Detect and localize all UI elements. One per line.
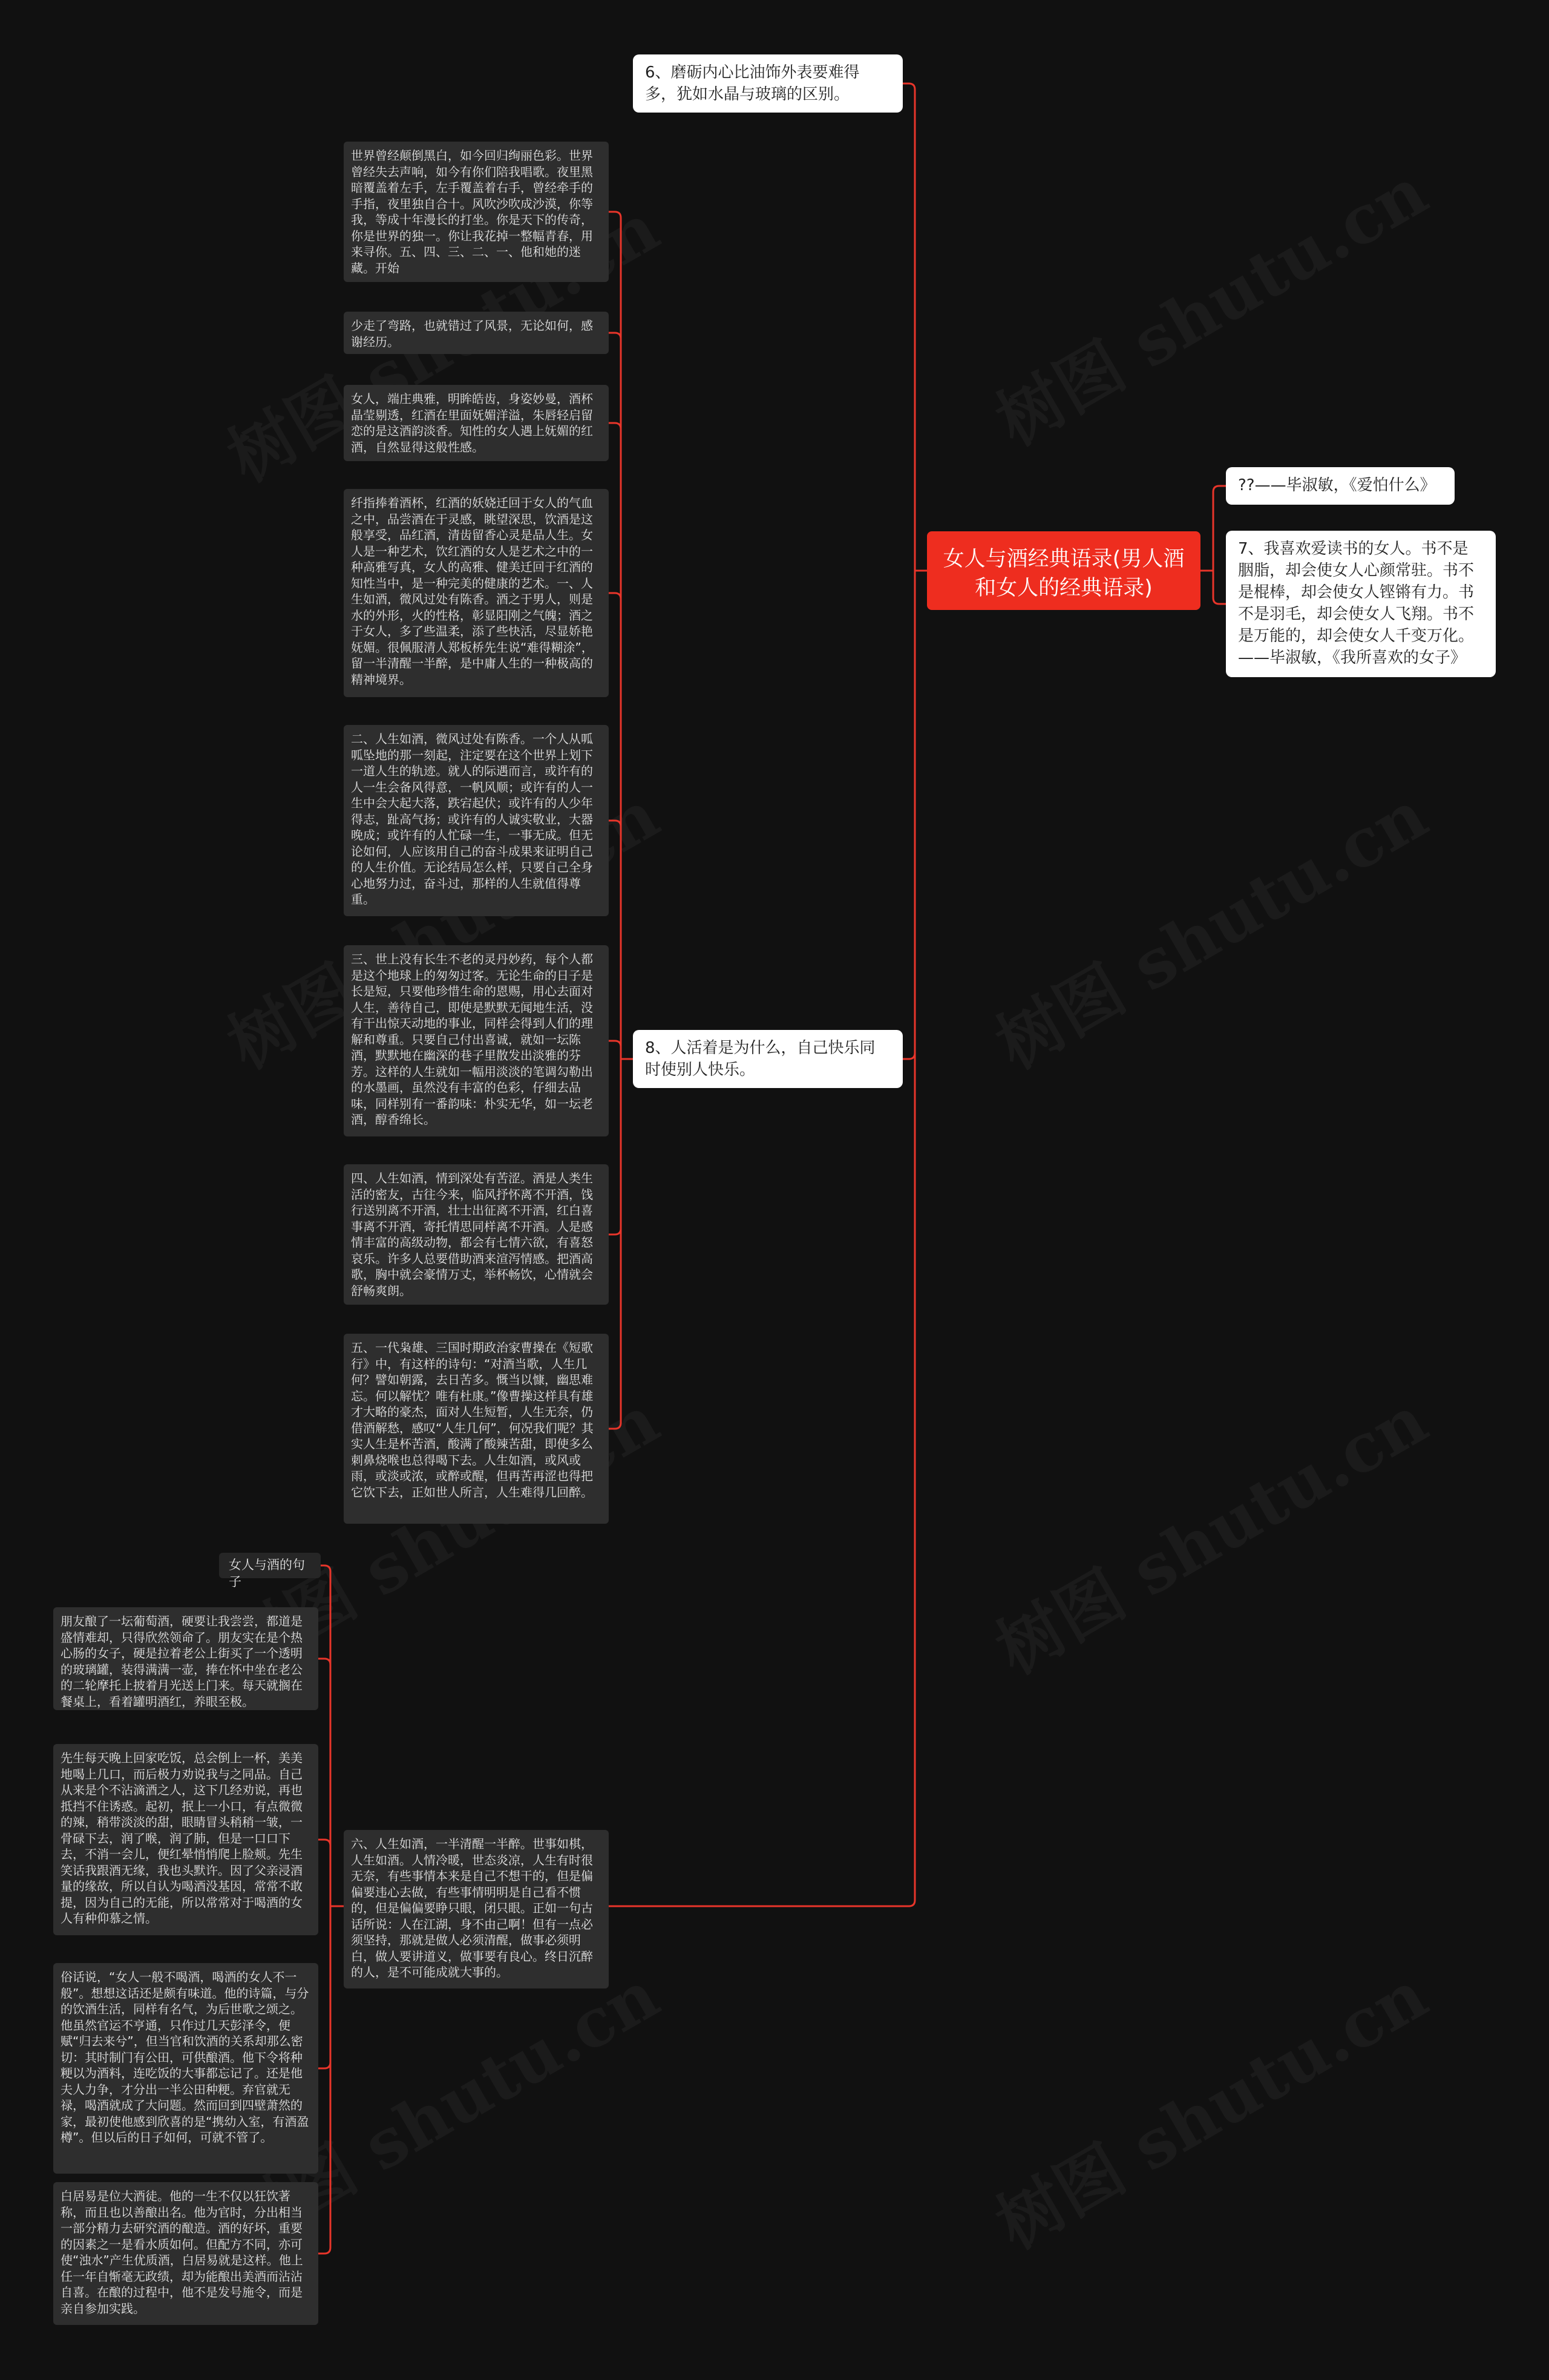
connector-node8-item <box>609 423 621 1059</box>
connector-mid6-item <box>318 1906 330 2254</box>
group1-item[interactable]: 世界曾经颠倒黑白，如今回归绚丽色彩。世界曾经失去声响，如今有你们陪我唱歌。夜里黑暗覆盖着左手，左手覆盖着右手，曾经牵手的手指，夜里独自合十。风吹沙吹成沙漠，你等我，等成十年漫长的打坐。你是天下的传奇，你是世界的独一。你让我花掉一整幅青春，用来寻你。五、四、三、二、一、他和她的迷藏。开始 <box>344 142 609 282</box>
connector-root-right2 <box>1213 571 1226 604</box>
connector-root-node8 <box>903 571 915 1059</box>
connector-node8-item <box>609 1059 621 1234</box>
group2-item[interactable]: 朋友酿了一坛葡萄酒，硬要让我尝尝，都道是盛情难却，只得欣然领命了。朋友实在是个热心肠的女子，硬是拉着老公上街买了一个透明的玻璃罐，装得满满一壶，捧在怀中坐在老公的二轮摩托上披着月光送上门来。每天就搁在餐桌上，看着罐明酒红，养眼至极。 <box>53 1607 318 1710</box>
connector-node8-item <box>609 1059 621 1429</box>
connector-mid6-item <box>318 1840 330 1906</box>
connector-mid6-item <box>318 1906 330 2068</box>
group1-item[interactable]: 三、世上没有长生不老的灵丹妙药，每个人都是这个地球上的匆匆过客。无论生命的日子是长是短，只要他珍惜生命的恩赐，用心去面对人生，善待自己，即使是默默无闻地生活，没有干出惊天动地的事业，同样会得到人们的理解和尊重。只要自己付出喜诚，就如一坛陈酒，默默地在幽深的巷子里散发出淡雅的芬芳。这样的人生就如一幅用淡淡的笔调勾勒出的水墨画，虽然没有丰富的色彩，仔细去品味，同样别有一番韵味：朴实无华，如一坛老酒，醇香绵长。 <box>344 945 609 1136</box>
group2-item[interactable]: 白居易是位大酒徒。他的一生不仅以狂饮著称，而且也以善酿出名。他为官时，分出相当一部分精力去研究酒的酿造。酒的好坏，重要的因素之一是看水质如何。但配方不同，亦可使“浊水”产生优质酒，白居易就是这样。他上任一年自惭毫无政绩，却为能酿出美酒而沾沾自喜。在酿的过程中，他不是发号施令，而是亲自参加实践。 <box>53 2182 318 2325</box>
connector-root-right1 <box>1213 486 1226 571</box>
group2-label[interactable]: 女人与酒的句子 <box>219 1553 321 1578</box>
right-node-book-quote[interactable]: 7、我喜欢爱读书的女人。书不是胭脂，却会使女人心颜常驻。书不是棍棒，却会使女人铿锵有力。书不是羽毛，却会使女人飞翔。书不是万能的，却会使女人千变万化。——毕淑敏，《我所喜欢的女子》 <box>1226 531 1496 677</box>
group2-item[interactable]: 俗话说，“女人一般不喝酒，喝酒的女人不一般”。想想这话还是颇有味道。他的诗篇，与分的饮酒生活，同样有名气，为后世歌之颂之。他虽然官运不亨通，只作过几天彭泽令，便赋“归去来兮”，但当官和饮酒的关系却那么密切：其时制门有公田，可供酿酒。他下令将种粳以为酒料，连吃饭的大事都忘记了。还是他夫人力争，才分出一半公田种粳。弃官就无禄，喝酒就成了大问题。然而回到四壁萧然的家，最初使他感到欣喜的是“携幼入室，有酒盈樽”。但以后的日子如何，可就不管了。 <box>53 1963 318 2174</box>
connector-mid6-item <box>318 1659 330 1906</box>
connector-root-node-mid6 <box>609 571 915 1906</box>
left-node-8[interactable]: 8、人活着是为什么，自己快乐同时使别人快乐。 <box>633 1030 903 1088</box>
group1-item[interactable]: 五、一代枭雄、三国时期政治家曹操在《短歌行》中，有这样的诗句：“对酒当歌，人生几何？譬如朝露，去日苦多。慨当以慷，幽思难忘。何以解忧？唯有杜康。”像曹操这样具有雄才大略的豪杰，面对人生短暂，人生无奈，仍借酒解愁，感叹“人生几何”，何况我们呢？其实人生是杯苦酒，酸满了酸辣苦甜，即使多么刺鼻烧喉也总得喝下去。人生如酒，或风或雨，或淡或浓，或醉或醒，但再苦再涩也得把它饮下去，正如世人所言，人生难得几回醉。 <box>344 1334 609 1524</box>
connector-node8-item <box>609 593 621 1059</box>
root-topic[interactable]: 女人与酒经典语录(男人酒和女人的经典语录) <box>927 531 1200 610</box>
connector-mid6-item <box>318 1565 330 1906</box>
group1-item[interactable]: 女人，端庄典雅，明眸皓齿，身姿妙曼，酒杯晶莹剔透，红酒在里面妩媚洋溢，朱唇轻启留恋的是这酒韵淡香。知性的女人遇上妩媚的红酒，自然显得这般性感。 <box>344 385 609 461</box>
group1-item[interactable]: 二、人生如酒，微风过处有陈香。一个人从呱呱坠地的那一刻起，注定要在这个世界上划下一道人生的轨迹。就人的际遇而言，或许有的人一生会备风得意，一帆风顺；或许有的人一生中会大起大落，跌宕起伏；或许有的人少年得志，趾高气扬；或许有的人诚实敬业，大器晚成；或许有的人忙碌一生，一事无成。但无论如何，人应该用自己的奋斗成果来证明自己的人生价值。无论结局怎么样，只要自己全身心地努力过，奋斗过，那样的人生就值得尊重。 <box>344 725 609 916</box>
group1-item[interactable]: 四、人生如酒，情到深处有苦涩。酒是人类生活的密友，古往今来，临风抒怀离不开酒，饯行送别离不开酒，壮士出征离不开酒，红白喜事离不开酒，寄托情思同样离不开酒。人是感情丰富的高级动物，都会有七情六欲，有喜怒哀乐。许多人总要借助酒来渲泻情感。把酒高歌，胸中就会豪情万丈，举杯畅饮，心情就会舒畅爽朗。 <box>344 1164 609 1305</box>
group2-item[interactable]: 先生每天晚上回家吃饭，总会倒上一杯，美美地喝上几口，而后极力劝说我与之同品。自己从来是个不沾滴酒之人，这下几经劝说，再也抵挡不住诱惑。起初，抿上一小口，有点微微的辣，稍带淡淡的甜，眼睛冒头稍稍一皱，一骨碌下去，润了喉，润了肺，但是一口口下去，不消一会儿，便红晕悄悄爬上脸颊。先生笑话我跟酒无缘，我也头默许。因了父亲浸酒量的缘故，所以自认为喝酒没基因，常常不敢提，因为自己的无能，所以常常对于喝酒的女人有种仰慕之情。 <box>53 1744 318 1935</box>
connector-node8-item <box>609 212 621 1059</box>
left-node-mid-6[interactable]: 六、人生如酒，一半清醒一半醉。世事如棋，人生如酒。人情冷暖，世态炎凉，人生有时很无奈，有些事情本来是自己不想干的，但是偏偏要违心去做，有些事情明明是自己看不惯的，但是偏偏要睁只眼，闭只眼。正如一句古话所说：人在江湖，身不由己啊！但有一点必须坚持，那就是做人必须清醒，做事必须明白，做人要讲道义，做事要有良心。终日沉醉的人，是不可能成就大事的。 <box>344 1830 609 1988</box>
connector-root-node6 <box>903 84 915 571</box>
group1-item[interactable]: 少走了弯路，也就错过了风景，无论如何，感谢经历。 <box>344 312 609 354</box>
left-node-6[interactable]: 6、磨砺内心比油饰外表要难得多，犹如水晶与玻璃的区别。 <box>633 54 903 113</box>
connector-node8-item <box>609 821 621 1059</box>
right-node-quote-source[interactable]: ??——毕淑敏，《爱怕什么》 <box>1226 467 1455 505</box>
connector-node8-item <box>609 333 621 1059</box>
group1-item[interactable]: 纤指捧着酒杯，红酒的妖娆迁回于女人的气血之中，品尝酒在于灵感，眺望深思，饮酒是这般享受，品红酒，清齿留香心灵是品人生。女人是一种艺术，饮红酒的女人是艺术之中的一种高雅写真，女人的高雅、健美迁回于红酒的知性当中，是一种完美的健康的艺术。一、人生如酒，微风过处有陈香。酒之于男人，则是水的外形，火的性格，彰显阳刚之气魄；酒之于女人，多了些温柔，添了些快活，尽显娇艳妩媚。很佩服清人郑板桥先生说“难得糊涂”，留一半清醒一半醉，是中庸人生的一种极高的精神境界。 <box>344 489 609 697</box>
connector-node8-item <box>609 1041 621 1059</box>
